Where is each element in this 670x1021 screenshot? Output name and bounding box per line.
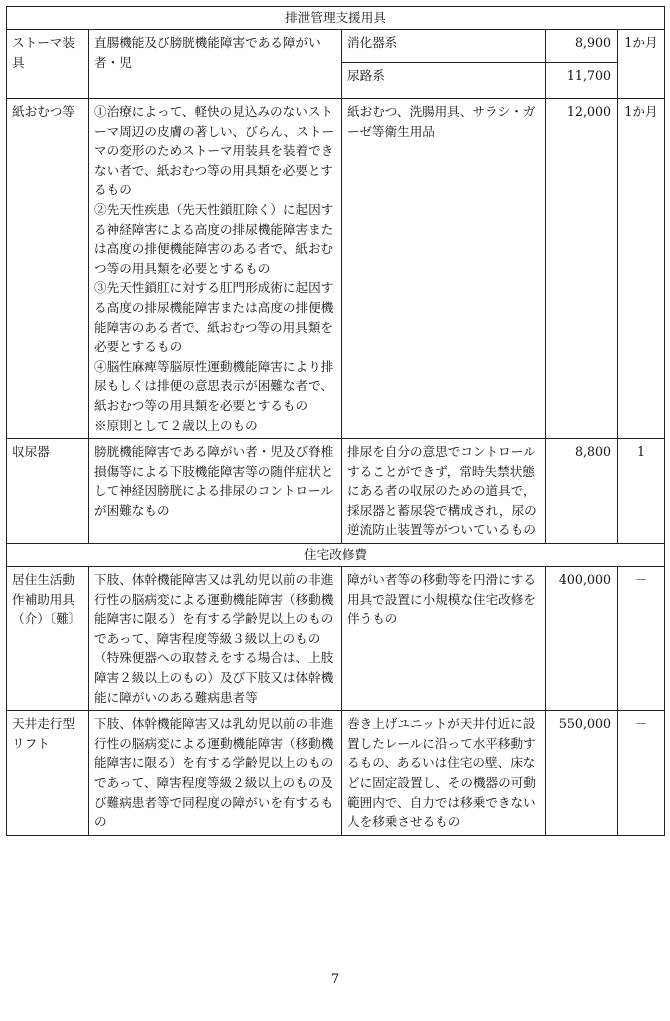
- item-amount: 550,000: [546, 711, 618, 836]
- target-clause: ④脳性麻痺等脳原性運動機能障害により排尿もしくは排便の意思表示が困難な者で、紙おむつ等の用具類を必要とするもの: [94, 358, 334, 413]
- item-amount: 11,700: [546, 62, 618, 98]
- item-description: 障がい者等の移動等を円滑にする用具で設置に小規模な住宅改修を伴うもの: [342, 567, 546, 711]
- item-period: －: [618, 567, 665, 711]
- item-period: －: [618, 711, 665, 836]
- item-period: 1か月: [618, 99, 665, 439]
- item-description: 尿路系: [342, 62, 546, 98]
- item-name: ストーマ装具: [7, 30, 89, 99]
- item-target: [89, 99, 342, 439]
- section-title-housing: 住宅改修費: [7, 544, 665, 567]
- item-name: 収尿器: [7, 439, 89, 544]
- table-row: [7, 439, 665, 544]
- table-row: [7, 99, 665, 439]
- item-amount: 12,000: [546, 99, 618, 439]
- table-row: [7, 30, 665, 63]
- item-target: 直腸機能及び膀胱機能障害である障がい者・児: [89, 30, 342, 99]
- item-name: 紙おむつ等: [7, 99, 89, 439]
- item-description: 紙おむつ、洗腸用具、サラシ・ガーゼ等衛生用品: [342, 99, 546, 439]
- item-target: 膀胱機能障害である障がい者・児及び脊椎損傷等による下肢機能障害等の随伴症状として神経因膀胱による排尿のコントロールが困難なもの: [89, 439, 342, 544]
- item-name: 天井走行型リフト: [7, 711, 89, 836]
- item-name: 居住生活動作補助用具（介）〔難〕: [7, 567, 89, 711]
- table-row: [7, 711, 665, 836]
- item-target: 下肢、体幹機能障害又は乳幼児以前の非進行性の脳病変による運動機能障害（移動機能障害に限る）を有する学齢児以上のものであって、障害程度等級２級以上のもの及び難病患者等で同程度の障がいを有するもの: [89, 711, 342, 836]
- table-row: [7, 567, 665, 711]
- section-title-excretion: 排泄管理支援用具: [7, 7, 665, 30]
- target-clause: ②先天性疾患（先天性鎖肛除く）に起因する神経障害による高度の排尿機能障害または高度の排便機能障害のある者で、紙おむつ等の用具類を必要とするもの: [94, 201, 334, 276]
- item-period: 1: [618, 439, 665, 544]
- section-header-row: [7, 7, 665, 30]
- item-amount: 8,900: [546, 30, 618, 63]
- target-note: ※原則として２歳以上のもの: [94, 417, 258, 433]
- item-target: 下肢、体幹機能障害又は乳幼児以前の非進行性の脳病変による運動機能障害（移動機能障害に限る）を有する学齢児以上のものであって、障害程度等級３級以上のもの（特殊便器への取替えをする場合は、上肢障害２級以上のもの）及び下肢又は体幹機能に障がいのある難病患者等: [89, 567, 342, 711]
- target-clause: ③先天性鎖肛に対する肛門形成術に起因する高度の排尿機能障害または高度の排便機能障害のある者で、紙おむつ等の用具類を必要とするもの: [94, 280, 334, 355]
- document-page: [6, 6, 664, 836]
- item-period: 1か月: [618, 30, 665, 99]
- item-amount: 8,800: [546, 439, 618, 544]
- page-number: 7: [330, 972, 340, 987]
- item-description: 排尿を自分の意思でコントロールすることができず，常時失禁状態にある者の収尿のための道具で，採尿器と蓄尿袋で構成され，尿の逆流防止装置等がついているもの: [342, 439, 546, 544]
- target-clause: ①治療によって、軽快の見込みのないストーマ周辺の皮膚の著しい、びらん、ストーマの変形のためストーマ用装具を装着できない者で、紙おむつ等の用具類を必要とするもの: [94, 104, 335, 198]
- item-description: 巻き上げユニットが天井付近に設置したレールに沿って水平移動するもの、あるいは住宅の壁、床などに固定設置し、その機器の可動範囲内で、自力では移乗できない人を移乗させるもの: [342, 711, 546, 836]
- section-header-row: [7, 544, 665, 567]
- item-description: 消化器系: [342, 30, 546, 63]
- support-items-table: [6, 6, 665, 836]
- item-amount: 400,000: [546, 567, 618, 711]
